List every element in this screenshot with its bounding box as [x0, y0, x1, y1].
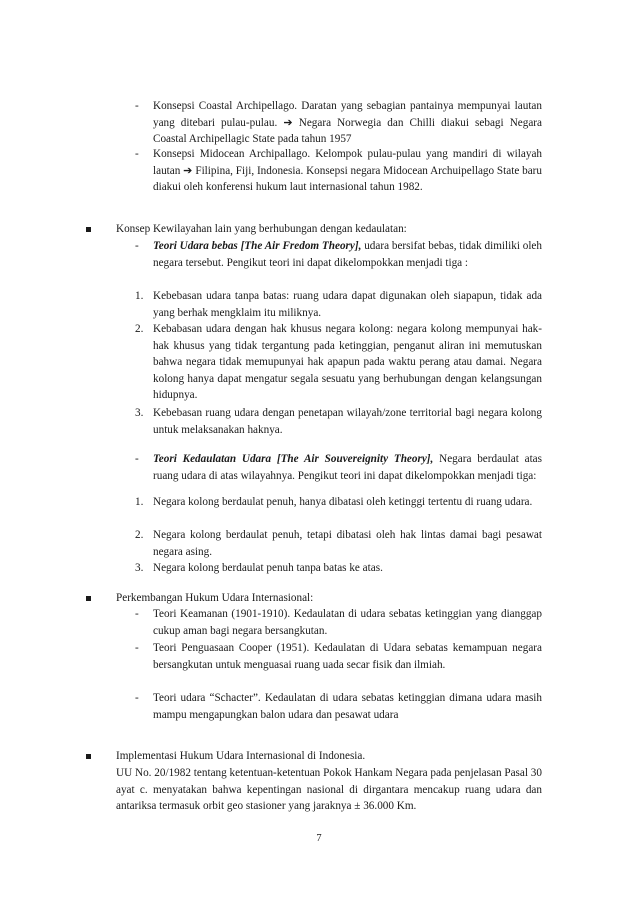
list-dash: - [135, 692, 139, 704]
list-dash: - [135, 608, 139, 620]
teori-udara-bebas-paragraph [153, 238, 542, 271]
list-dash: - [135, 148, 139, 160]
page-number: 7 [316, 833, 322, 844]
teori-udara-bebas-title: Teori Udara bebas [The Air Fredom Theory], [153, 240, 362, 252]
bullet-icon [86, 596, 91, 601]
teori-kedaulatan-udara-desc: Negara berdaulat atas ruang udara di atas wilayahnya. Pengikut teori ini dapat dikelompokkan menjadi tiga: [153, 453, 542, 482]
implementasi-hukum-heading: Implementasi Hukum Udara Internasional di Indonesia. [116, 750, 366, 762]
implementasi-hukum-body: UU No. 20/1982 tentang ketentuan-ketentuan Pokok Hankam Negara pada penjelasan Pasal 30 ayat c. menyatakan bahwa kepentingan nasional di dirgantara mencakup ruang udara dan antariksa termasuk orbit geo stasioner yang jaraknya ± 36.000 Km. [116, 767, 542, 813]
kebebasan-zone-territorial-text: Kebebasan ruang udara dengan penetapan wilayah/zone territorial bagi negara kolong untuk melaksanakan haknya. [153, 407, 542, 436]
bullet-icon [86, 227, 91, 232]
list-number: 1. [135, 290, 144, 302]
list-dash: - [135, 100, 139, 112]
teori-schacter-text: Teori udara “Schacter”. Kedaulatan di udara sebatas ketinggian dimana udara masih mampu mengapungkan balon udara dan pesawat udara [153, 692, 542, 721]
list-number: 2. [135, 323, 144, 335]
kebebasan-hak-khusus-text: Kebabasan udara dengan hak khusus negara kolong: negara kolong mempunyai hak-hak khusus yang tidak tergantung pada ketinggian, penganut aliran ini memutuskan bahwa negara tidak memupunyai hak apapun pada waktu perang atau damai. Negara kolong hanya dapat mengatur segala sesuatu yang berhubungan dengan kelangsungan hidupnya. [153, 323, 542, 402]
teori-kedaulatan-udara-title: Teori Kedaulatan Udara [The Air Souvereignity Theory], [153, 453, 434, 465]
perkembangan-hukum-heading: Perkembangan Hukum Udara Internasional: [116, 592, 314, 604]
teori-udara-bebas-desc: udara bersifat bebas, tidak dimiliki oleh negara tersebut. Pengikut teori ini dapat dikelompokkan menjadi tiga : [153, 240, 542, 269]
list-number: 2. [135, 529, 144, 541]
list-number: 3. [135, 562, 144, 574]
konsepsi-coastal-text: Konsepsi Coastal Archipellago. Daratan yang sebagian pantainya mempunyai lautan yang ditebari pulau-pulau. ➔ Negara Norwegia dan Chilli diakui sebagi Negara Coastal Archipellagic State pada tahun 1957 [153, 100, 542, 146]
list-dash: - [135, 642, 139, 654]
kebebasan-udara-tanpa-batas-text: Kebebasan udara tanpa batas: ruang udara dapat digunakan oleh siapapun, tidak ada yang berhak mengklaim itu miliknya. [153, 290, 542, 319]
kedaulatan-ketinggi-tertentu-text: Negara kolong berdaulat penuh, hanya dibatasi oleh ketinggi tertentu di ruang udara. [153, 496, 533, 508]
list-dash: - [135, 240, 139, 252]
teori-penguasaan-cooper-text: Teori Penguasaan Cooper (1951). Kedaulatan di Udara sebatas kemampuan negara bersangkutan untuk menguasai ruang uada secar fisik dan ilmiah. [153, 642, 542, 671]
bullet-icon [86, 754, 91, 759]
kedaulatan-tanpa-batas-text: Negara kolong berdaulat penuh tanpa batas ke atas. [153, 562, 383, 574]
teori-keamanan-text: Teori Keamanan (1901-1910). Kedaulatan di udara sebatas ketinggian yang dianggap cukup aman bagi negara bersangkutan. [153, 608, 542, 637]
teori-kedaulatan-udara-paragraph [153, 451, 542, 484]
kedaulatan-lintas-damai-text: Negara kolong berdaulat penuh, tetapi dibatasi oleh hak lintas damai bagi pesawat negara asing. [153, 529, 542, 558]
konsepsi-midocean-text: Konsepsi Midocean Archipallago. Kelompok pulau-pulau yang mandiri di wilayah lautan ➔ Filipina, Fiji, Indonesia. Konsepsi negara Midocean Archuipellago State baru diakui oleh konferensi hukum laut internasional tahun 1982. [153, 148, 542, 194]
list-dash: - [135, 453, 139, 465]
list-number: 1. [135, 496, 144, 508]
list-number: 3. [135, 407, 144, 419]
konsep-kewilayahan-heading: Konsep Kewilayahan lain yang berhubungan dengan kedaulatan: [116, 223, 407, 235]
